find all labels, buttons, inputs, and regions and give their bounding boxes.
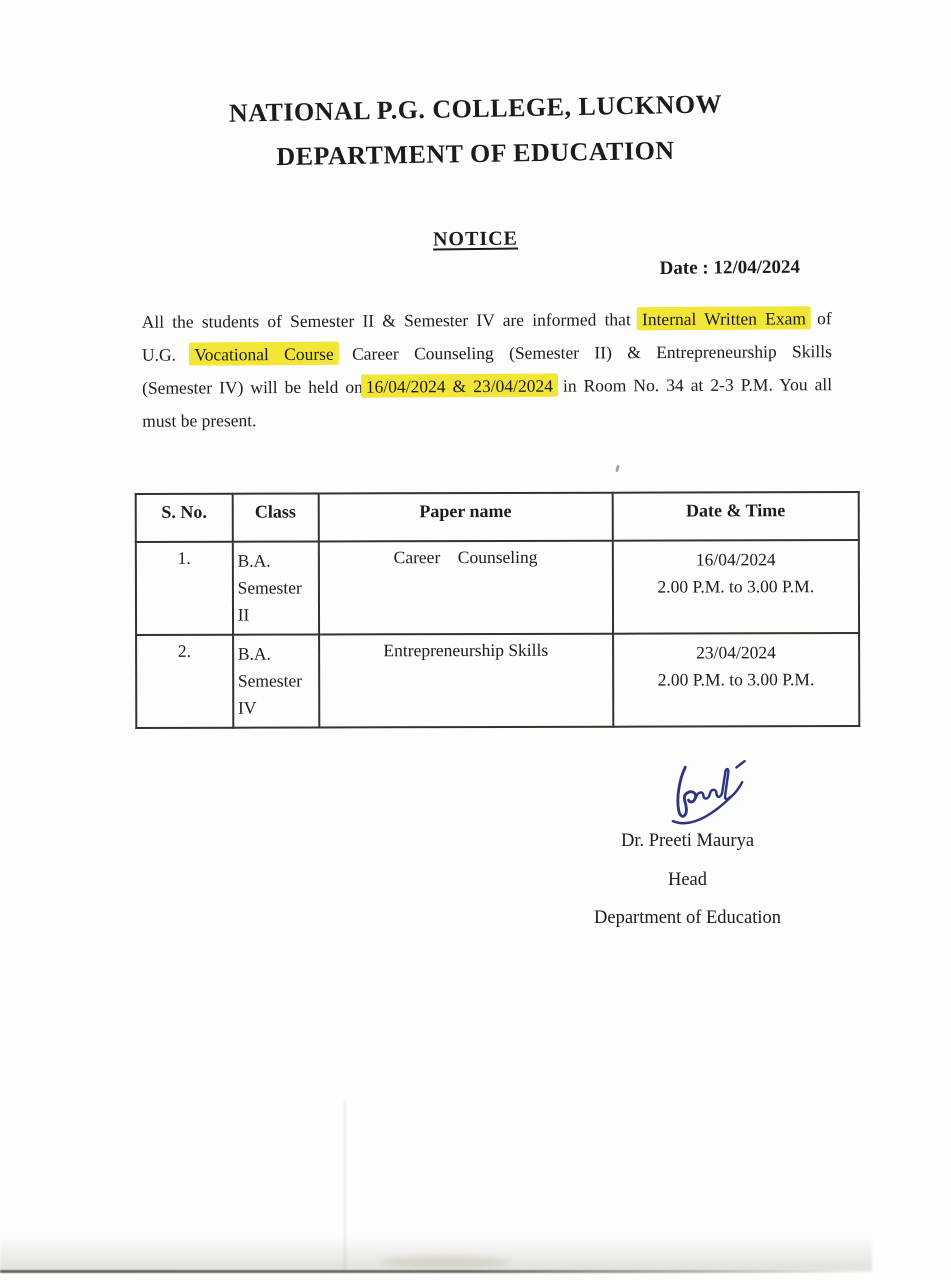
header-datetime: Date & Time bbox=[612, 492, 858, 541]
notice-date: Date : 12/04/2024 bbox=[659, 256, 801, 279]
notice-heading-text: NOTICE bbox=[432, 227, 519, 251]
table-header-row bbox=[136, 492, 859, 542]
cell-sno: 1. bbox=[136, 542, 233, 635]
exam-time: 2.00 P.M. to 3.00 P.M. bbox=[657, 576, 815, 597]
signatory-department: Department of Education bbox=[594, 908, 781, 928]
header-sno: S. No. bbox=[136, 494, 233, 542]
highlighted-text: 16/04/2024 & 23/04/2024 bbox=[363, 374, 556, 398]
body-line-4: must be present. bbox=[142, 410, 257, 431]
cell-paper: Career Counseling bbox=[318, 541, 612, 635]
cell-paper: Entrepreneurship Skills bbox=[319, 634, 613, 728]
scan-speck bbox=[615, 465, 620, 473]
signatory-role: Head bbox=[667, 870, 708, 890]
exam-date: 23/04/2024 bbox=[696, 642, 776, 663]
department-title: DEPARTMENT OF EDUCATION bbox=[276, 135, 675, 172]
highlighted-text: Internal Written Exam bbox=[639, 306, 809, 330]
body-text: (Semester IV) will be held on bbox=[142, 376, 363, 398]
college-title: NATIONAL P.G. COLLEGE, LUCKNOW bbox=[228, 89, 723, 128]
header-class: Class bbox=[232, 493, 318, 541]
body-line-1 bbox=[142, 302, 832, 339]
table-row bbox=[136, 633, 859, 728]
cell-class: B.A. Semester II bbox=[233, 541, 319, 634]
highlighted-text: Vocational Course bbox=[191, 342, 337, 366]
notice-heading bbox=[0, 223, 951, 256]
body-text: Career Counseling (Semester II) & Entrepreneurship Skills bbox=[336, 341, 832, 364]
signatory-name: Dr. Preeti Maurya bbox=[620, 831, 755, 851]
cell-datetime bbox=[613, 633, 859, 727]
body-line-2 bbox=[142, 335, 832, 372]
exam-date: 16/04/2024 bbox=[695, 549, 776, 570]
scan-edge-line bbox=[0, 1270, 856, 1273]
body-text: in Room No. 34 at 2-3 P.M. You all bbox=[555, 374, 833, 396]
exam-time: 2.00 P.M. to 3.00 P.M. bbox=[657, 669, 815, 690]
cell-datetime bbox=[613, 540, 859, 634]
table-row bbox=[136, 540, 859, 635]
notice-body bbox=[142, 302, 833, 438]
body-text: U.G. bbox=[141, 344, 192, 365]
cell-class: B.A. Semester IV bbox=[233, 634, 319, 727]
body-line-3 bbox=[142, 368, 832, 405]
scan-shadow bbox=[0, 1236, 872, 1272]
exam-schedule-table bbox=[135, 491, 861, 729]
body-text: All the students of Semester II & Semester IV are informed that bbox=[141, 309, 640, 332]
body-text: of bbox=[808, 308, 832, 329]
cell-sno: 2. bbox=[136, 635, 233, 728]
header-paper: Paper name bbox=[318, 493, 612, 542]
handwritten-signature bbox=[640, 749, 761, 842]
